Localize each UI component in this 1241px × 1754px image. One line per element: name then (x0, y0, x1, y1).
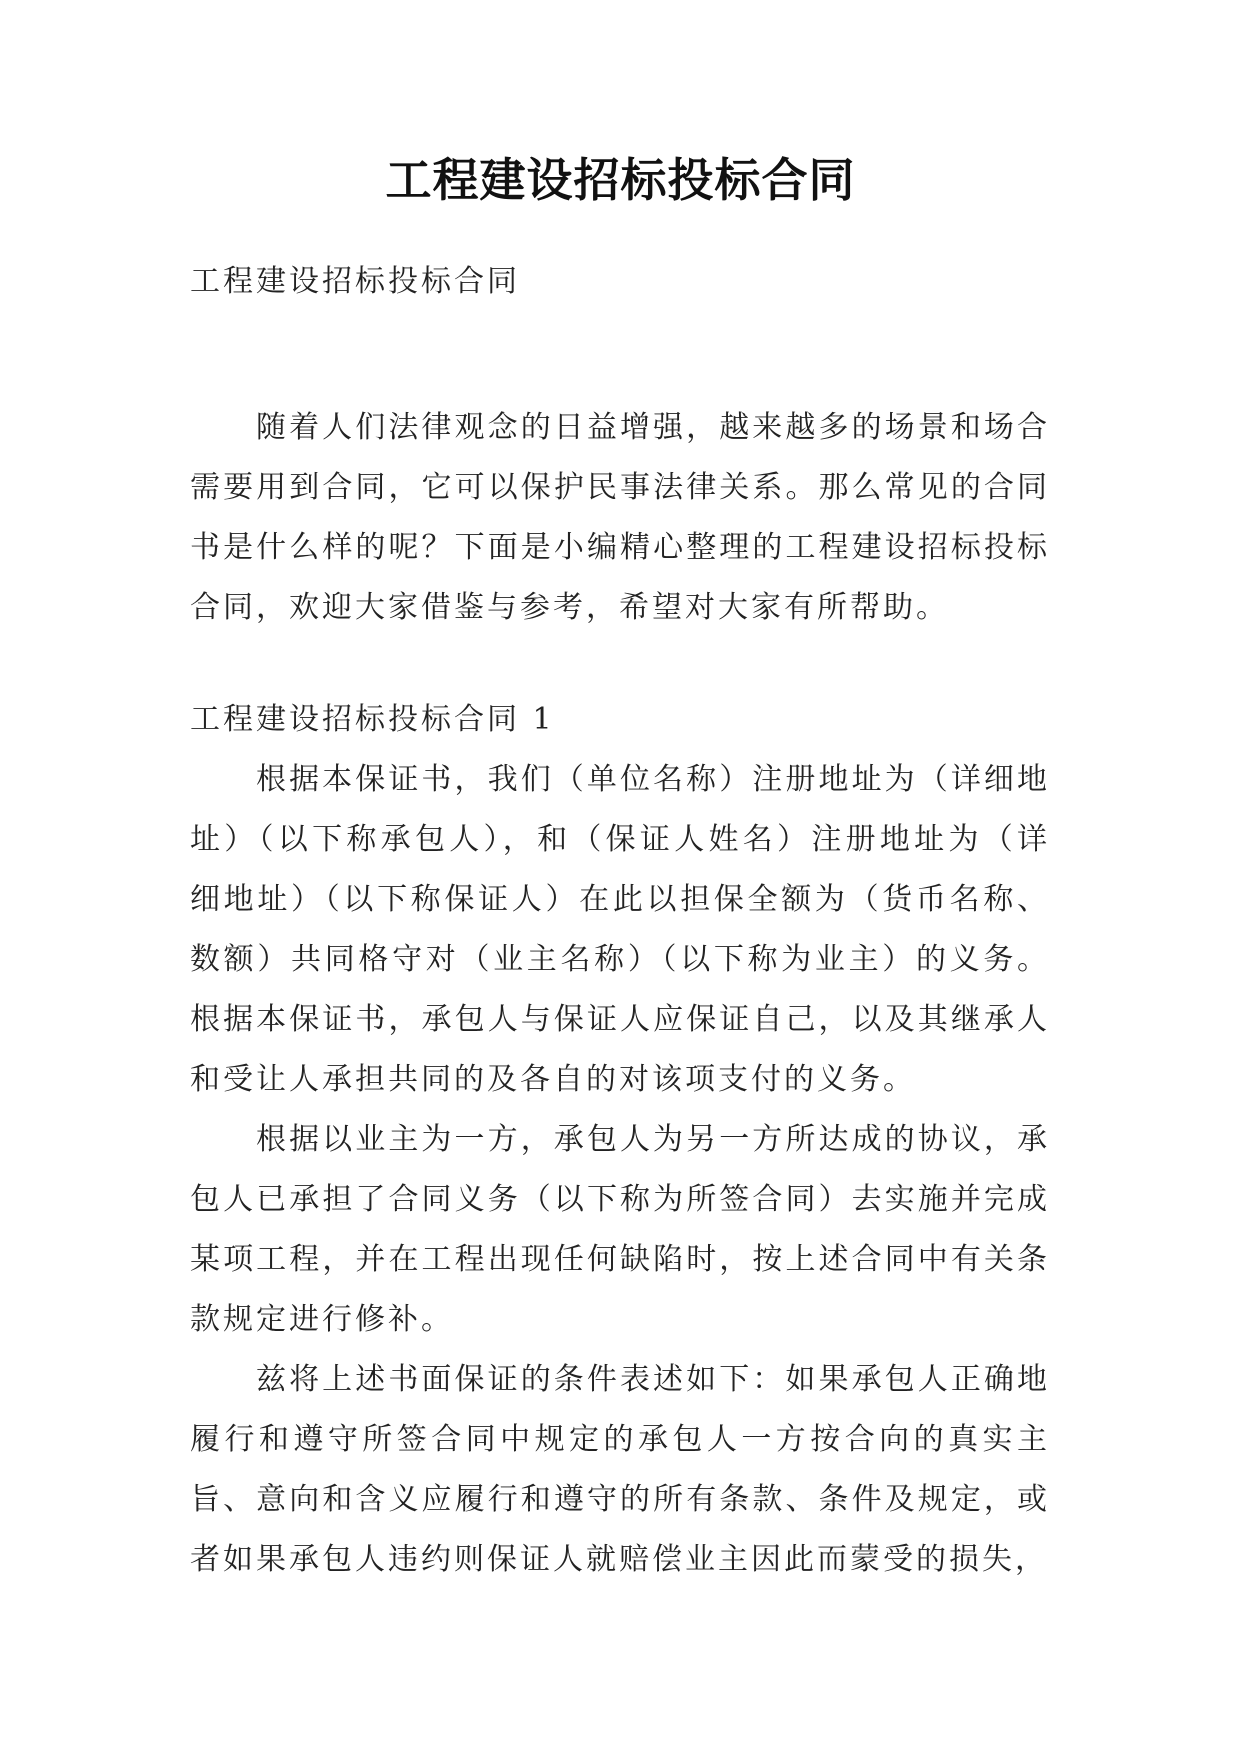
document-subtitle: 工程建设招标投标合同 (190, 264, 520, 299)
section-body (190, 750, 1050, 1590)
section-heading: 工程建设招标投标合同 1 (190, 702, 555, 737)
document-title: 工程建设招标投标合同 (385, 153, 856, 207)
body-paragraph-1: 根据本保证书，我们（单位名称）注册地址为（详细地址）（以下称承包人），和（保证人姓名）注册地址为（详细地址）（以下称保证人）在此以担保全额为（货币名称、数额）共同格守对（业主名称）（以下称为业主）的义务。根据本保证书，承包人与保证人应保证自己，以及其继承人和受让人承担共同的及各自的对该项支付的义务。 (190, 762, 1050, 1097)
intro-paragraph: 随着人们法律观念的日益增强，越来越多的场景和场合需要用到合同，它可以保护民事法律关系。那么常见的合同书是什么样的呢？下面是小编精心整理的工程建设招标投标合同，欢迎大家借鉴与参考，希望对大家有所帮助。 (190, 410, 1050, 625)
intro-paragraph-block (190, 398, 1050, 638)
body-paragraph-2: 根据以业主为一方，承包人为另一方所达成的协议，承包人已承担了合同义务（以下称为所签合同）去实施并完成某项工程，并在工程出现任何缺陷时，按上述合同中有关条款规定进行修补。 (190, 1122, 1050, 1337)
body-paragraph-3: 兹将上述书面保证的条件表述如下：如果承包人正确地履行和遵守所签合同中规定的承包人一方按合向的真实主旨、意向和含义应履行和遵守的所有条款、条件及规定，或者如果承包人违约则保证人就赔偿业主因此而蒙受的损失， (190, 1362, 1050, 1577)
